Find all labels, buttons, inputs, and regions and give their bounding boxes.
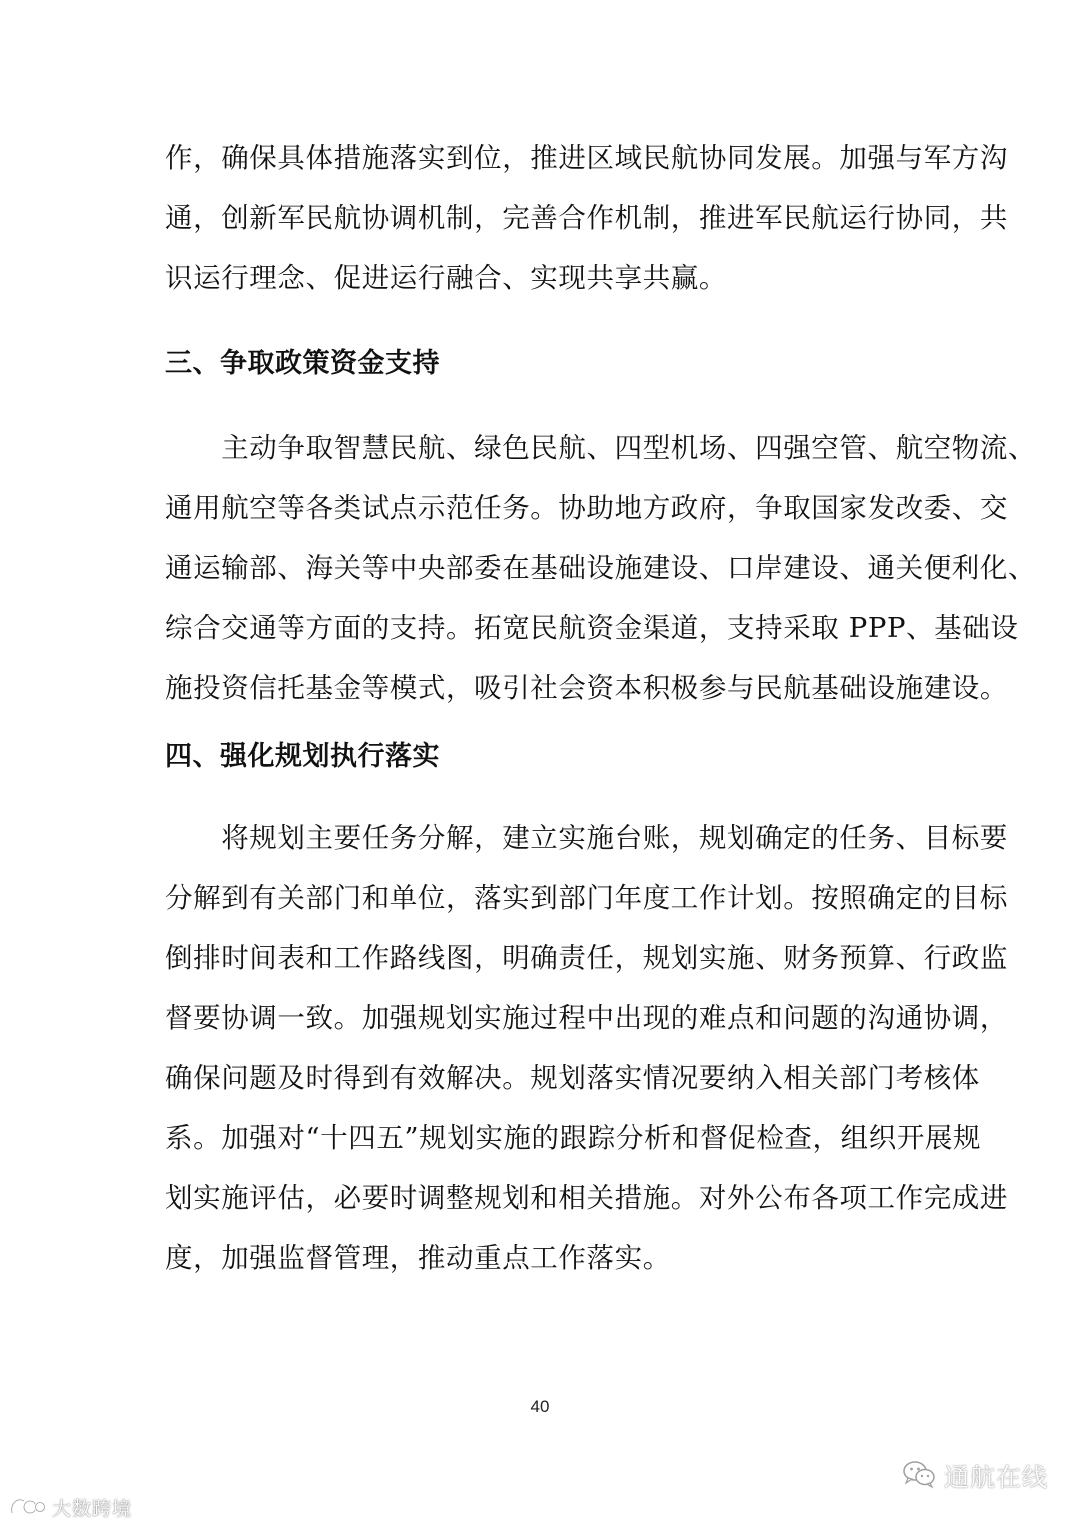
section-4-paragraph [165, 808, 1008, 1288]
section-3-paragraph [165, 418, 1037, 718]
paragraph-line: 综合交通等方面的支持。拓宽民航资金渠道，支持采取 PPP、基础设 [165, 612, 1019, 644]
intro-paragraph [165, 128, 1008, 308]
paragraph-line: 度，加强监督管理，推动重点工作落实。 [165, 1242, 671, 1274]
paragraph-line: 施投资信托基金等模式，吸引社会资本积极参与民航基础设施建设。 [165, 672, 1008, 704]
watermark-site [8, 1492, 132, 1522]
paragraph-line: 倒排时间表和工作路线图，明确责任，规划实施、财务预算、行政监 [165, 942, 1008, 974]
paragraph-line: 系。加强对“十四五”规划实施的跟踪分析和督促检查，组织开展规 [165, 1122, 982, 1154]
section-heading-3: 三、争取政策资金支持 [165, 348, 440, 379]
paragraph-line: 作，确保具体措施落实到位，推进区域民航协同发展。加强与军方沟 [165, 142, 1008, 174]
paragraph-line: 主动争取智慧民航、绿色民航、四型机场、四强空管、航空物流、 [165, 432, 1037, 464]
paragraph-line: 通，创新军民航协调机制，完善合作机制，推进军民航运行协同，共 [165, 202, 1008, 234]
wechat-icon [902, 1459, 936, 1493]
watermark-left-text: 大数跨境 [52, 1497, 133, 1520]
paragraph-line: 通运输部、海关等中央部委在基础设施建设、口岸建设、通关便利化、 [165, 552, 1037, 584]
paragraph-line: 通用航空等各类试点示范任务。协助地方政府，争取国家发改委、交 [165, 492, 1008, 524]
paragraph-line: 将规划主要任务分解，建立实施台账，规划确定的任务、目标要 [165, 822, 1008, 854]
paragraph-line: 确保问题及时得到有效解决。规划落实情况要纳入相关部门考核体 [165, 1062, 980, 1094]
page-number: 40 [530, 1397, 550, 1416]
watermark-right-text: 通航在线 [944, 1463, 1049, 1492]
section-heading-4: 四、强化规划执行落实 [165, 741, 440, 772]
logo-mark-icon [8, 1493, 46, 1521]
paragraph-line: 分解到有关部门和单位，落实到部门年度工作计划。按照确定的目标 [165, 882, 1008, 914]
paragraph-line: 识运行理念、促进运行融合、实现共享共赢。 [165, 262, 727, 294]
paragraph-line: 督要协调一致。加强规划实施过程中出现的难点和问题的沟通协调， [165, 1002, 1008, 1034]
paragraph-line: 划实施评估，必要时调整规划和相关措施。对外公布各项工作完成进 [165, 1182, 1008, 1214]
watermark-wechat [902, 1458, 1048, 1494]
